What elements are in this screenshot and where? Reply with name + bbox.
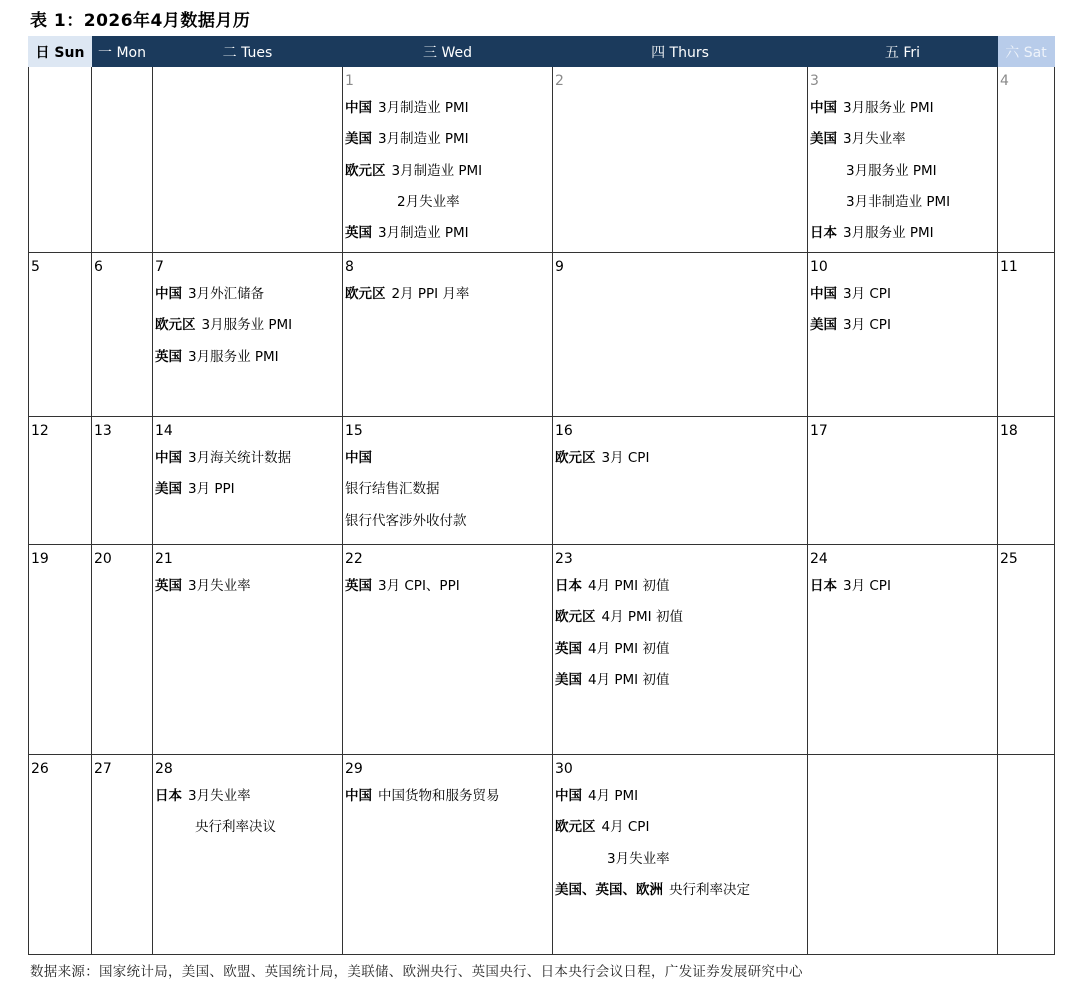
event-list — [553, 443, 807, 474]
event-item — [810, 310, 997, 341]
event-list — [153, 443, 342, 506]
event-region: 中国 — [555, 788, 582, 804]
event-text: 3月失业率 — [188, 788, 251, 804]
event-text: 3月服务业 PMI — [188, 348, 279, 365]
event-item — [345, 279, 552, 310]
event-text: 3月服务业 PMI — [846, 162, 937, 179]
event-text: 3月非制造业 PMI — [846, 193, 951, 210]
day-number: 9 — [555, 259, 564, 275]
event-text: 3月 CPI — [843, 286, 891, 302]
event-item — [555, 443, 807, 474]
event-text: 央行利率决定 — [669, 881, 750, 898]
event-text: 4月 PMI 初值 — [588, 671, 670, 688]
day-cell — [29, 755, 92, 955]
weekday-header: 四 Thurs — [553, 37, 808, 67]
event-item — [345, 474, 552, 505]
event-text: 4月 PMI 初值 — [588, 640, 670, 657]
event-list — [808, 571, 997, 602]
weekday-header: 五 Fri — [808, 37, 998, 67]
event-list — [343, 93, 552, 249]
day-number: 12 — [31, 423, 49, 439]
event-text: 中国货物和服务贸易 — [378, 788, 500, 804]
event-text: 3月制造业 PMI — [378, 100, 469, 116]
day-cell — [808, 755, 998, 955]
event-text: 2月 PPI 月率 — [391, 286, 470, 302]
event-text: 4月 PMI 初值 — [588, 578, 670, 594]
table-title: 表 1：2026年4月数据月历 — [30, 11, 251, 31]
day-number: 7 — [155, 259, 164, 275]
event-item — [345, 571, 552, 602]
day-number: 22 — [345, 551, 363, 567]
event-region: 英国 — [155, 348, 182, 365]
event-item — [345, 781, 552, 812]
day-cell — [808, 67, 998, 253]
event-region: 欧元区 — [345, 162, 386, 179]
day-cell — [92, 545, 153, 755]
event-region: 欧元区 — [555, 819, 596, 836]
day-cell — [998, 545, 1055, 755]
weekday-header: 三 Wed — [343, 37, 553, 67]
event-text: 3月 PPI — [188, 481, 235, 498]
day-cell — [92, 417, 153, 545]
day-number: 30 — [555, 761, 573, 777]
event-item — [155, 571, 342, 602]
event-text: 3月 CPI — [601, 450, 650, 466]
day-number: 25 — [1000, 551, 1018, 567]
day-number: 28 — [155, 761, 173, 777]
event-item — [345, 218, 552, 249]
day-number: 19 — [31, 551, 49, 567]
event-text: 3月失业率 — [188, 578, 251, 594]
week-row — [29, 755, 1055, 955]
event-list — [343, 571, 552, 602]
weekday-header-row — [29, 37, 1055, 67]
event-list — [343, 279, 552, 310]
event-text: 3月服务业 PMI — [843, 225, 934, 242]
day-number: 18 — [1000, 423, 1018, 439]
event-item — [555, 844, 807, 875]
day-cell — [153, 755, 343, 955]
event-text: 3月外汇储备 — [188, 286, 265, 302]
event-item — [345, 93, 552, 124]
day-number — [92, 67, 152, 73]
day-cell — [343, 253, 553, 417]
day-cell — [998, 67, 1055, 253]
day-cell — [92, 253, 153, 417]
event-item — [155, 781, 342, 812]
event-region: 美国、英国、欧洲 — [555, 881, 663, 898]
event-text: 2月失业率 — [397, 193, 460, 210]
day-cell — [808, 253, 998, 417]
day-cell — [553, 755, 808, 955]
event-item — [345, 124, 552, 155]
day-number — [29, 67, 91, 73]
day-number — [153, 67, 342, 73]
event-list — [553, 781, 807, 906]
day-cell — [998, 417, 1055, 545]
weekday-header: 一 Mon — [92, 37, 153, 67]
day-cell — [29, 253, 92, 417]
day-cell — [998, 253, 1055, 417]
data-source-note: 数据来源：国家统计局，美国、欧盟、英国统计局，美联储、欧洲央行、英国央行、日本央行会议日程，广发证券发展研究中心 — [30, 964, 803, 980]
event-region: 欧元区 — [555, 609, 596, 626]
event-item — [810, 187, 997, 218]
event-text: 4月 CPI — [601, 819, 650, 836]
day-number: 10 — [810, 259, 828, 275]
event-item — [155, 812, 342, 843]
event-item — [555, 571, 807, 602]
day-number: 4 — [1000, 73, 1009, 89]
day-number: 11 — [1000, 259, 1018, 275]
event-text: 3月失业率 — [607, 850, 670, 867]
event-item — [810, 279, 997, 310]
week-row — [29, 417, 1055, 545]
event-item — [810, 218, 997, 249]
event-item — [155, 310, 342, 341]
event-text: 3月 CPI — [843, 578, 891, 594]
day-cell — [553, 67, 808, 253]
day-number: 8 — [345, 259, 354, 275]
weekday-header: 六 Sat — [998, 37, 1055, 67]
event-list — [153, 781, 342, 844]
event-text: 3月服务业 PMI — [843, 100, 934, 116]
event-item — [345, 443, 552, 474]
day-cell — [808, 417, 998, 545]
event-region: 英国 — [345, 578, 372, 594]
event-item — [810, 571, 997, 602]
event-item — [810, 124, 997, 155]
event-text: 3月制造业 PMI — [378, 131, 469, 148]
day-cell — [153, 545, 343, 755]
week-row — [29, 67, 1055, 253]
day-number: 16 — [555, 423, 573, 439]
event-list — [153, 571, 342, 602]
event-region: 美国 — [810, 317, 837, 334]
event-list — [343, 781, 552, 812]
event-item — [810, 156, 997, 187]
event-region: 日本 — [810, 225, 837, 242]
day-cell — [153, 253, 343, 417]
event-item — [155, 279, 342, 310]
event-region: 中国 — [345, 100, 372, 116]
event-region: 日本 — [155, 788, 182, 804]
day-cell — [553, 417, 808, 545]
day-number: 3 — [810, 73, 819, 89]
event-text: 4月 PMI 初值 — [601, 609, 683, 626]
event-region: 中国 — [810, 286, 837, 302]
day-number: 14 — [155, 423, 173, 439]
day-number: 24 — [810, 551, 828, 567]
day-number: 26 — [31, 761, 49, 777]
day-cell — [29, 545, 92, 755]
event-text: 3月制造业 PMI — [378, 225, 469, 242]
event-text: 3月 CPI、PPI — [378, 578, 460, 594]
event-region: 中国 — [155, 450, 182, 466]
day-cell — [29, 417, 92, 545]
event-region: 欧元区 — [555, 450, 596, 466]
event-region: 中国 — [810, 100, 837, 116]
day-cell — [343, 67, 553, 253]
event-text: 银行代客涉外收付款 — [345, 512, 467, 529]
day-number: 29 — [345, 761, 363, 777]
day-number: 5 — [31, 259, 40, 275]
day-cell — [553, 545, 808, 755]
event-text: 3月失业率 — [843, 131, 906, 148]
day-number: 2 — [555, 73, 564, 89]
event-item — [345, 156, 552, 187]
weekday-header: 二 Tues — [153, 37, 343, 67]
day-number — [998, 755, 1054, 761]
event-region: 英国 — [555, 640, 582, 657]
day-cell — [153, 417, 343, 545]
event-region: 日本 — [555, 578, 582, 594]
event-text: 3月海关统计数据 — [188, 450, 292, 466]
day-number: 17 — [810, 423, 828, 439]
event-region: 英国 — [155, 578, 182, 594]
event-region: 美国 — [345, 131, 372, 148]
day-number: 1 — [345, 73, 354, 89]
day-number: 6 — [94, 259, 103, 275]
weekday-header: 日 Sun — [29, 37, 92, 67]
event-region: 美国 — [810, 131, 837, 148]
day-number: 21 — [155, 551, 173, 567]
event-text: 3月制造业 PMI — [391, 162, 483, 179]
event-region: 美国 — [155, 481, 182, 498]
event-item — [155, 342, 342, 373]
event-item — [555, 602, 807, 633]
event-list — [553, 571, 807, 696]
event-text: 银行结售汇数据 — [345, 481, 440, 498]
event-region: 英国 — [345, 225, 372, 242]
week-row — [29, 253, 1055, 417]
event-region: 欧元区 — [345, 286, 386, 302]
event-list — [808, 93, 997, 249]
event-item — [555, 875, 807, 906]
event-item — [555, 812, 807, 843]
event-region: 日本 — [810, 578, 837, 594]
day-number: 13 — [94, 423, 112, 439]
event-text: 4月 PMI — [588, 788, 639, 804]
event-item — [555, 634, 807, 665]
event-list — [153, 279, 342, 373]
event-item — [345, 187, 552, 218]
day-cell — [998, 755, 1055, 955]
event-text: 3月服务业 PMI — [201, 317, 293, 334]
week-row — [29, 545, 1055, 755]
day-number: 27 — [94, 761, 112, 777]
day-cell — [343, 545, 553, 755]
event-item — [810, 93, 997, 124]
day-cell — [553, 253, 808, 417]
day-number: 23 — [555, 551, 573, 567]
event-region: 欧元区 — [155, 317, 196, 334]
event-region: 中国 — [155, 286, 182, 302]
day-cell — [343, 755, 553, 955]
event-region: 中国 — [345, 450, 372, 466]
day-number: 15 — [345, 423, 363, 439]
day-cell — [343, 417, 553, 545]
event-item — [555, 665, 807, 696]
event-region: 中国 — [345, 788, 372, 804]
event-text: 央行利率决议 — [195, 819, 276, 836]
event-item — [555, 781, 807, 812]
day-cell — [153, 67, 343, 253]
event-item — [155, 443, 342, 474]
day-cell — [92, 67, 153, 253]
day-number: 20 — [94, 551, 112, 567]
event-item — [155, 474, 342, 505]
event-list — [808, 279, 997, 342]
event-region: 美国 — [555, 671, 582, 688]
day-cell — [92, 755, 153, 955]
day-cell — [808, 545, 998, 755]
day-cell — [29, 67, 92, 253]
event-item — [345, 506, 552, 537]
event-text: 3月 CPI — [843, 317, 891, 334]
calendar-table — [28, 36, 1055, 955]
day-number — [808, 755, 997, 761]
event-list — [343, 443, 552, 537]
